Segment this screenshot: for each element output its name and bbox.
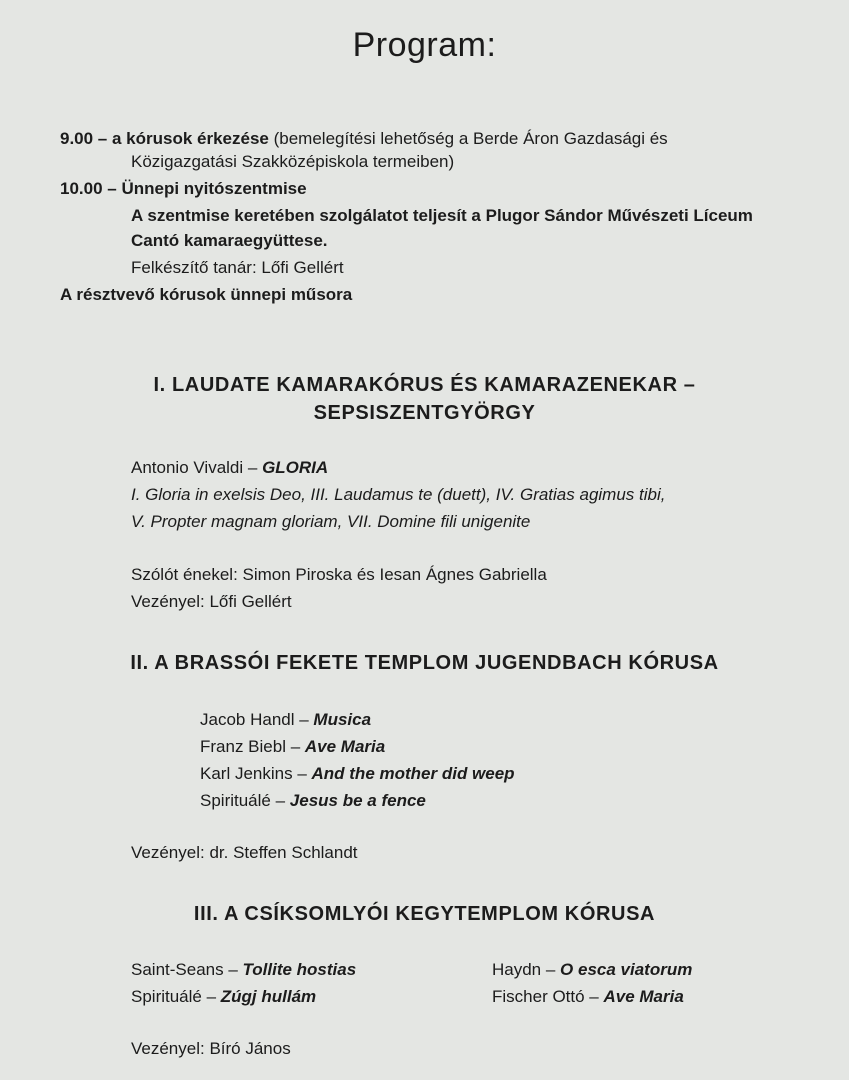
schedule-item-2-teacher: Felkészítő tanár: Lőfi Gellért xyxy=(131,258,344,277)
section-2-conductor: Vezényel: dr. Steffen Schlandt xyxy=(131,843,358,862)
section-1-soloists: Szólót énekel: Simon Piroska és Iesan Ágnes Gabriella xyxy=(131,565,547,584)
schedule-item-1-desc-cont: Közigazgatási Szakközépiskola termeiben) xyxy=(131,152,455,171)
section-1-work xyxy=(131,457,328,479)
page-title: Program: xyxy=(352,26,497,64)
schedule-item-1 xyxy=(60,128,802,150)
schedule-item-2-desc: A szentmise keretében szolgálatot teljesít a Plugor Sándor Művészeti Líceum xyxy=(131,206,753,225)
work-title: Jesus be a fence xyxy=(289,791,426,810)
list-item xyxy=(492,956,692,983)
section-1-conductor: Vezényel: Lőfi Gellért xyxy=(131,592,292,611)
work-title: Musica xyxy=(313,710,372,729)
list-item xyxy=(131,956,356,983)
list-item xyxy=(200,787,515,814)
section-3-pieces-left xyxy=(131,956,356,1010)
schedule-item-2-desc-cont: Cantó kamaraegyüttese. xyxy=(131,231,328,250)
section-1-composer: Antonio Vivaldi – xyxy=(131,458,263,477)
list-item xyxy=(200,706,515,733)
composer: Jacob Handl – xyxy=(200,710,314,729)
list-item xyxy=(492,983,692,1010)
work-title: Ave Maria xyxy=(603,987,684,1006)
program-intro: A résztvevő kórusok ünnepi műsora xyxy=(60,285,353,304)
section-3-conductor: Vezényel: Bíró János xyxy=(131,1039,291,1058)
section-1-movements: I. Gloria in exelsis Deo, III. Laudamus te (duett), IV. Gratias agimus tibi, xyxy=(131,485,666,504)
schedule-item-1-time: 9.00 – a kórusok érkezése xyxy=(60,129,269,148)
work-title: Ave Maria xyxy=(304,737,386,756)
work-title: And the mother did weep xyxy=(311,764,515,783)
section-3-heading: III. A CSÍKSOMLYÓI KEGYTEMPLOM KÓRUSA xyxy=(193,903,656,925)
schedule-item-1-desc: (bemelegítési lehetőség a Berde Áron Gazdasági és xyxy=(273,129,668,148)
schedule-item-2-time: 10.00 – Ünnepi nyitószentmise xyxy=(60,179,307,198)
composer: Spirituálé – xyxy=(131,987,221,1006)
list-item xyxy=(131,983,356,1010)
composer: Saint-Seans – xyxy=(131,960,243,979)
section-1-work-title: GLORIA xyxy=(262,458,329,477)
section-2-pieces xyxy=(200,706,515,814)
section-1-heading-cont: SEPSISZENTGYÖRGY xyxy=(313,402,536,424)
work-title: Tollite hostias xyxy=(242,960,357,979)
section-3-pieces-right xyxy=(492,956,692,1010)
work-title: Zúgj hullám xyxy=(220,987,317,1006)
list-item xyxy=(200,760,515,787)
section-2-heading: II. A BRASSÓI FEKETE TEMPLOM JUGENDBACH KÓRUSA xyxy=(130,652,719,674)
composer: Spirituálé – xyxy=(200,791,290,810)
composer: Haydn – xyxy=(492,960,561,979)
list-item xyxy=(200,733,515,760)
composer: Fischer Ottó – xyxy=(492,987,604,1006)
composer: Franz Biebl – xyxy=(200,737,305,756)
section-1-movements-cont: V. Propter magnam gloriam, VII. Domine fili unigenite xyxy=(131,512,531,531)
section-1-heading: I. LAUDATE KAMARAKÓRUS ÉS KAMARAZENEKAR – xyxy=(153,374,696,396)
work-title: O esca viatorum xyxy=(560,960,693,979)
composer: Karl Jenkins – xyxy=(200,764,312,783)
